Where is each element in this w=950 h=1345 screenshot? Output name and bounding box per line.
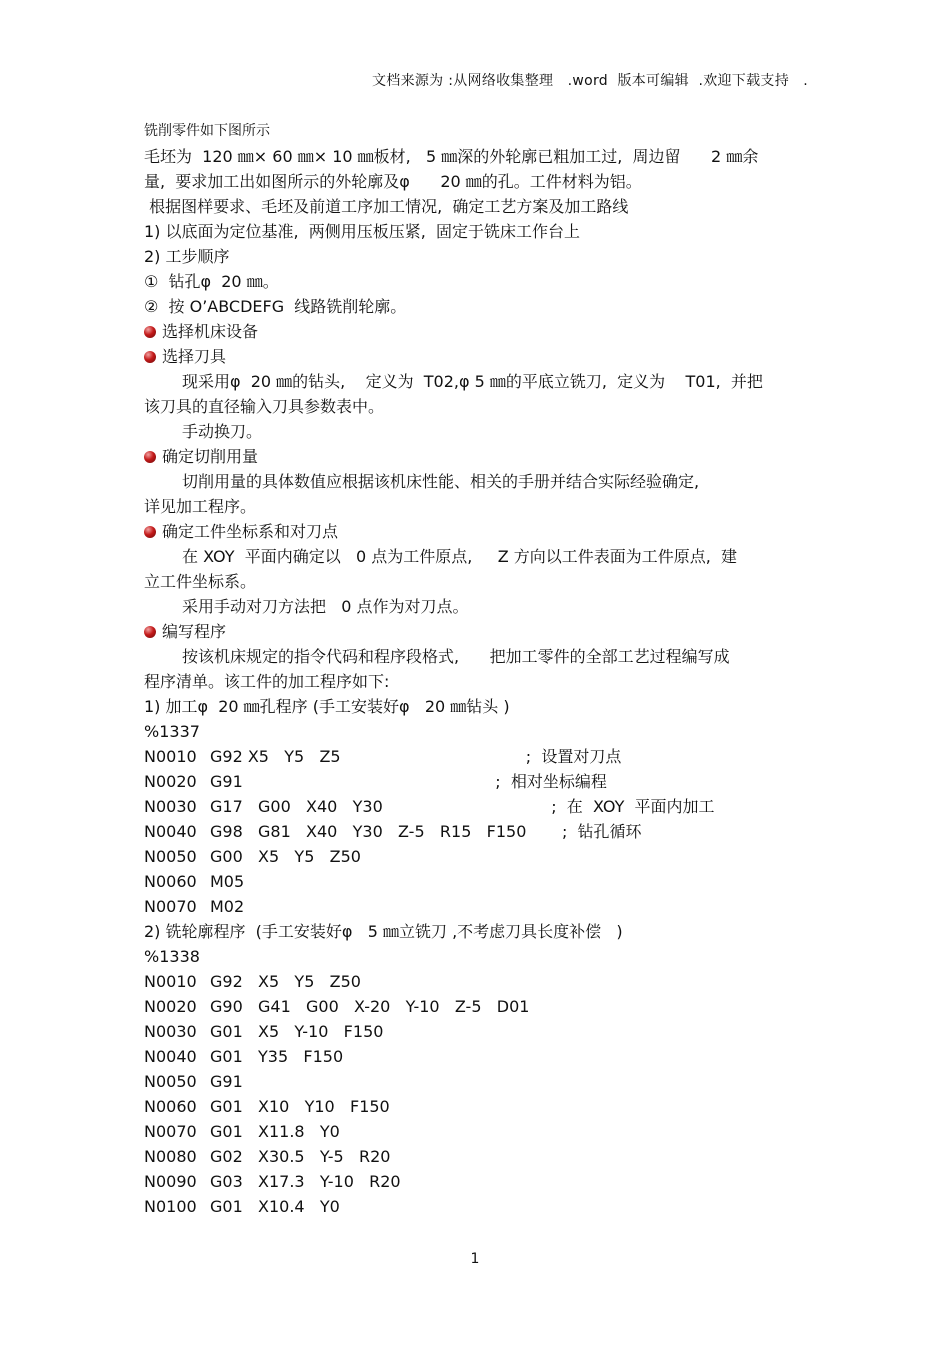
section-title-tool: 选择刀具 bbox=[162, 347, 227, 366]
code-text: G01 X11.8 Y0 bbox=[210, 1122, 340, 1141]
code-text: G98 G81 X40 Y30 Z-5 R15 F150 bbox=[210, 822, 527, 841]
code-line bbox=[144, 1169, 814, 1194]
line-number: N0020 bbox=[144, 772, 197, 791]
line-number: N0010 bbox=[144, 747, 197, 766]
code-line bbox=[144, 819, 814, 844]
code-text: G91 bbox=[210, 772, 243, 791]
code-line bbox=[144, 1144, 814, 1169]
bullet-icon bbox=[144, 526, 156, 538]
code-comment: ; 设置对刀点 bbox=[480, 747, 622, 766]
line-number: N0060 bbox=[144, 1097, 197, 1116]
program-title: 1) 加工φ 20 ㎜孔程序 (手工安装好φ 20 ㎜钻头 ) bbox=[144, 697, 510, 716]
program-title: 2) 铣轮廓程序 (手工安装好φ 5 ㎜立铣刀 ,不考虑刀具长度补偿 ) bbox=[144, 922, 623, 941]
code-comment bbox=[480, 844, 814, 869]
program-listing-1337 bbox=[144, 744, 814, 919]
code-line bbox=[144, 844, 814, 869]
line-number: N0030 bbox=[144, 797, 197, 816]
line-number: N0100 bbox=[144, 1197, 197, 1216]
section-heading bbox=[144, 519, 814, 544]
intro-line: 量, 要求加工出如图所示的外轮廓及φ 20 ㎜的孔。工件材料为铝。 bbox=[144, 172, 642, 191]
code-text: M05 bbox=[210, 872, 245, 891]
code-line bbox=[144, 769, 814, 794]
code-text: G17 G00 X40 Y30 bbox=[210, 797, 383, 816]
code-text: G01 X5 Y-10 F150 bbox=[210, 1022, 384, 1041]
code-text: G02 X30.5 Y-5 R20 bbox=[210, 1147, 391, 1166]
code-text: G03 X17.3 Y-10 R20 bbox=[210, 1172, 401, 1191]
code-comment: ; 相对坐标编程 bbox=[480, 772, 607, 791]
code-text: G01 X10 Y10 F150 bbox=[210, 1097, 390, 1116]
page-header: 文档来源为 :从网络收集整理 .word 版本可编辑 .欢迎下载支持 . bbox=[371, 73, 808, 89]
intro-line: 毛坯为 120 ㎜× 60 ㎜× 10 ㎜板材, 5 ㎜深的外轮廓已粗加工过, 周边留 2 ㎜余 bbox=[144, 147, 759, 166]
line-number: N0090 bbox=[144, 1172, 197, 1191]
code-line bbox=[144, 1044, 814, 1069]
paragraph-line: 立工件坐标系。 bbox=[144, 572, 257, 591]
code-line bbox=[144, 969, 814, 994]
code-line bbox=[144, 869, 814, 894]
bullet-icon bbox=[144, 351, 156, 363]
code-comment bbox=[480, 894, 814, 919]
section-heading bbox=[144, 619, 814, 644]
section-title-cut: 确定切削用量 bbox=[162, 447, 259, 466]
program-listing-1338 bbox=[144, 969, 814, 1219]
paragraph-line: 程序清单。该工件的加工程序如下: bbox=[144, 672, 390, 691]
section-title-machine: 选择机床设备 bbox=[162, 322, 259, 341]
code-line bbox=[144, 1119, 814, 1144]
doc-title: 铣削零件如下图所示 bbox=[144, 123, 270, 139]
line-number: N0030 bbox=[144, 1022, 197, 1041]
code-line bbox=[144, 744, 814, 769]
section-title-coord: 确定工件坐标系和对刀点 bbox=[162, 522, 339, 541]
code-text: G90 G41 G00 X-20 Y-10 Z-5 D01 bbox=[210, 997, 530, 1016]
page-number: 1 bbox=[470, 1251, 480, 1267]
code-line bbox=[144, 1019, 814, 1044]
line-number: N0020 bbox=[144, 997, 197, 1016]
code-comment: ; 在 XOY 平面内加工 bbox=[480, 797, 715, 816]
line-number: N0070 bbox=[144, 1122, 197, 1141]
code-text: G91 bbox=[210, 1072, 243, 1091]
intro-line: ① 钻孔φ 20 ㎜。 bbox=[144, 272, 279, 291]
line-number: N0050 bbox=[144, 847, 197, 866]
line-number: N0060 bbox=[144, 872, 197, 891]
paragraph-line: 详见加工程序。 bbox=[144, 497, 257, 516]
line-number: N0040 bbox=[144, 822, 197, 841]
line-number: N0070 bbox=[144, 897, 197, 916]
code-text: G00 X5 Y5 Z50 bbox=[210, 847, 361, 866]
code-line bbox=[144, 894, 814, 919]
line-number: N0080 bbox=[144, 1147, 197, 1166]
code-text: M02 bbox=[210, 897, 245, 916]
code-text: G92 X5 Y5 Z50 bbox=[210, 972, 361, 991]
line-number: N0050 bbox=[144, 1072, 197, 1091]
code-text: G01 Y35 F150 bbox=[210, 1047, 344, 1066]
intro-line: 1) 以底面为定位基准, 两侧用压板压紧, 固定于铣床工作台上 bbox=[144, 222, 581, 241]
section-heading bbox=[144, 344, 814, 369]
code-line bbox=[144, 1194, 814, 1219]
program-id: %1337 bbox=[144, 722, 200, 741]
code-line bbox=[144, 1094, 814, 1119]
document-body bbox=[144, 119, 814, 1219]
paragraph-line: 现采用φ 20 ㎜的钻头, 定义为 T02,φ 5 ㎜的平底立铣刀, 定义为 T01, 并把 bbox=[182, 372, 763, 391]
line-number: N0040 bbox=[144, 1047, 197, 1066]
paragraph-line: 按该机床规定的指令代码和程序段格式, 把加工零件的全部工艺过程编写成 bbox=[182, 647, 730, 666]
intro-line: 2) 工步顺序 bbox=[144, 247, 230, 266]
section-title-program: 编写程序 bbox=[162, 622, 227, 641]
paragraph-line: 手动换刀。 bbox=[182, 422, 263, 441]
code-comment: ; 钻孔循环 bbox=[526, 822, 642, 841]
bullet-icon bbox=[144, 451, 156, 463]
code-line bbox=[144, 794, 814, 819]
paragraph-line: 采用手动对刀方法把 0 点作为对刀点。 bbox=[182, 597, 469, 616]
code-comment bbox=[480, 869, 814, 894]
program-id: %1338 bbox=[144, 947, 200, 966]
code-line bbox=[144, 994, 814, 1019]
section-heading bbox=[144, 319, 814, 344]
code-text: G92 X5 Y5 Z5 bbox=[210, 747, 341, 766]
bullet-icon bbox=[144, 626, 156, 638]
paragraph-line: 切削用量的具体数值应根据该机床性能、相关的手册并结合实际经验确定, bbox=[182, 472, 700, 491]
bullet-icon bbox=[144, 326, 156, 338]
intro-line: 根据图样要求、毛坯及前道工序加工情况, 确定工艺方案及加工路线 bbox=[144, 197, 629, 216]
code-text: G01 X10.4 Y0 bbox=[210, 1197, 340, 1216]
paragraph-line: 在 XOY 平面内确定以 0 点为工件原点, Z 方向以工件表面为工件原点, 建 bbox=[182, 547, 738, 566]
code-line bbox=[144, 1069, 814, 1094]
paragraph-line: 该刀具的直径输入刀具参数表中。 bbox=[144, 397, 385, 416]
intro-line: ② 按 O’ABCDEFG 线路铣削轮廓。 bbox=[144, 297, 407, 316]
section-heading bbox=[144, 444, 814, 469]
line-number: N0010 bbox=[144, 972, 197, 991]
